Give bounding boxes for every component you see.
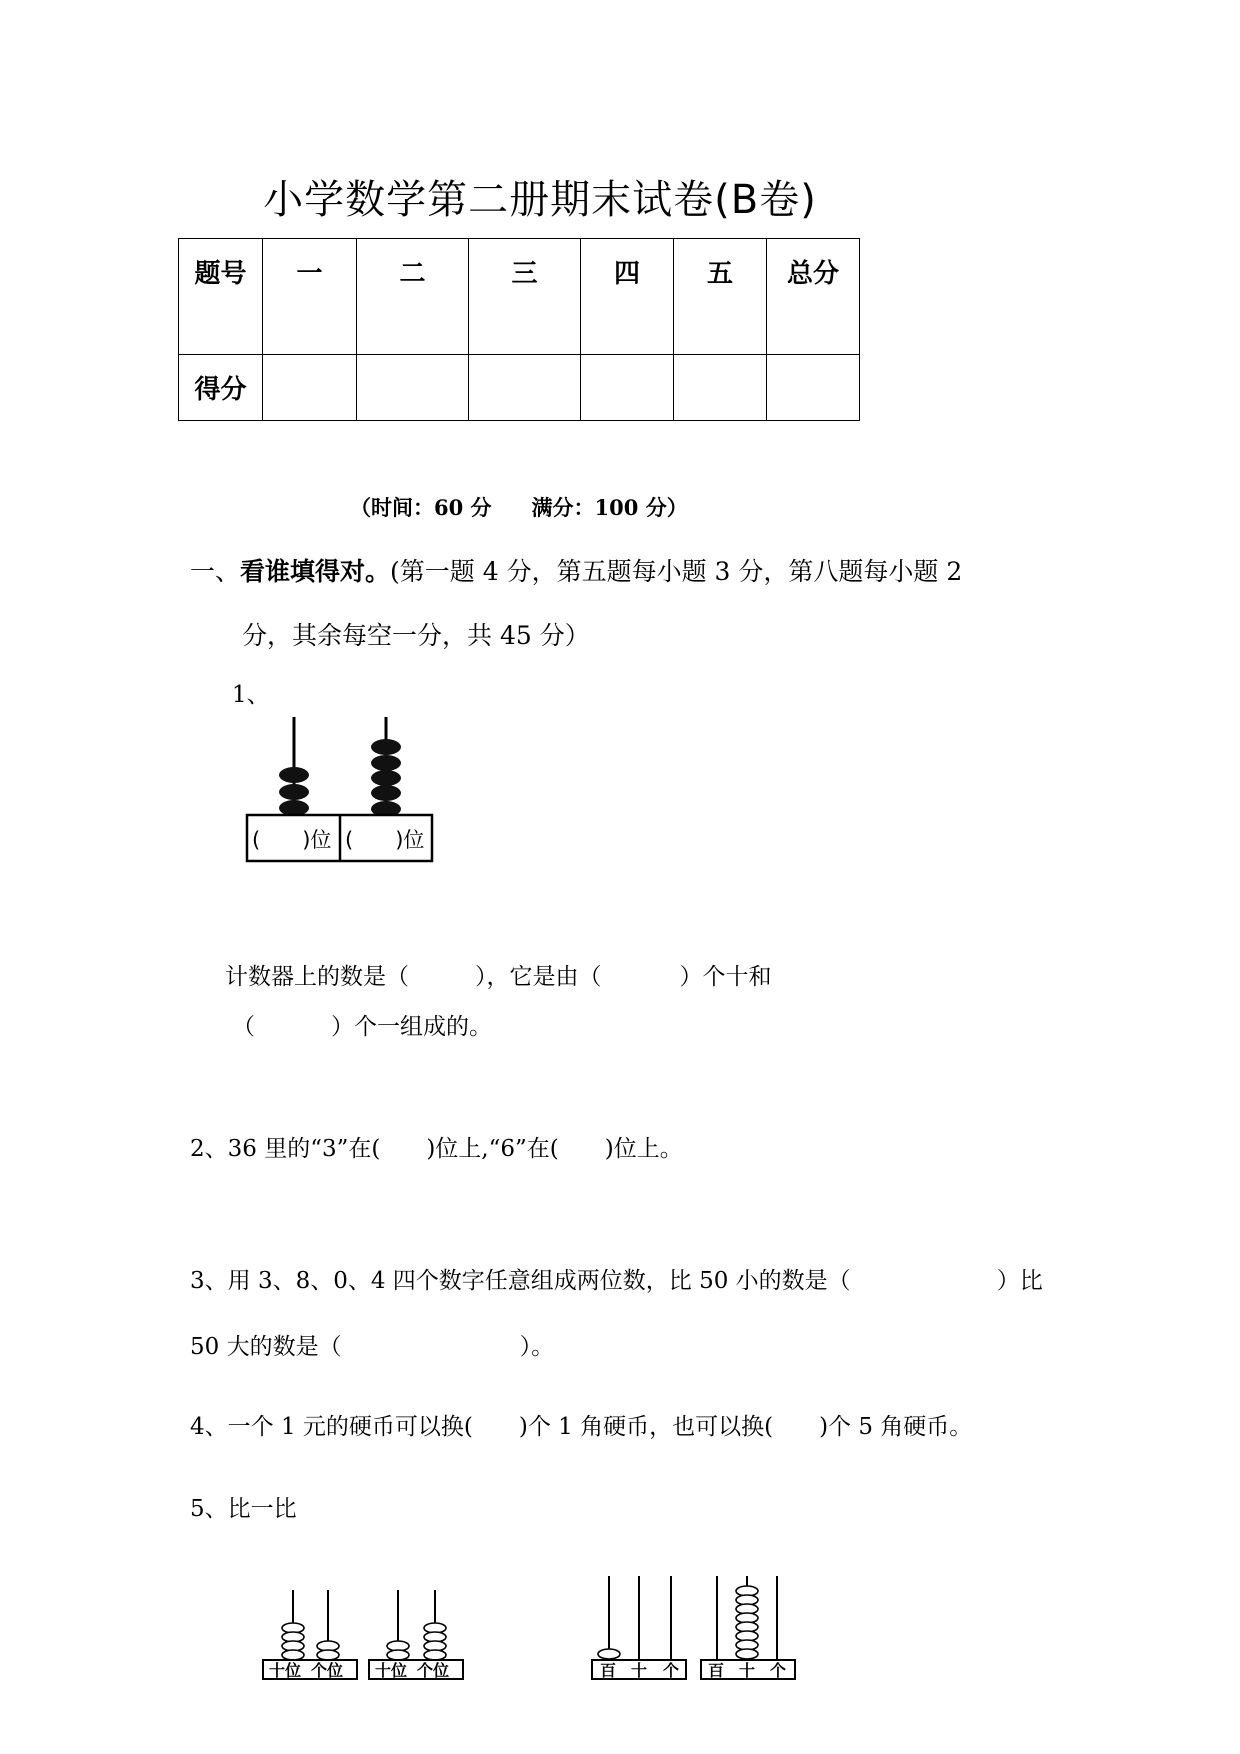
page-title: 小学数学第二册期末试卷(B卷) — [263, 177, 817, 223]
q5-abacus-1 — [263, 1590, 357, 1680]
q1-text: （ — [232, 1014, 255, 1040]
score-label-cell: 得分 — [179, 355, 263, 421]
full-score: 满分：100 分） — [531, 495, 688, 520]
q1-text: 计数器上的数是（ — [225, 964, 409, 990]
score-input-cell[interactable] — [674, 355, 767, 421]
abacus-label-right: ( )位 — [345, 828, 425, 852]
q3-line2 — [190, 1328, 554, 1361]
score-header-cell: 三 — [469, 239, 581, 355]
label-one: 个 — [663, 1661, 680, 1680]
section1-instructions-cont: 分，其余每空一分，共 45 分） — [242, 621, 590, 650]
time-info — [350, 492, 728, 522]
q1-line2 — [232, 1008, 492, 1041]
q4-text: 4、一个 1 元的硬币可以换( )个 1 角硬币，也可以换( )个 5 角硬币。 — [190, 1414, 973, 1440]
section1-heading — [190, 540, 1070, 668]
q1-text: ）个十和 — [679, 964, 772, 990]
label-ten: 十 — [631, 1661, 648, 1680]
score-input-cell[interactable] — [469, 355, 581, 421]
q3-text: ）。 — [519, 1334, 555, 1360]
q5-abacus-2 — [369, 1590, 463, 1680]
label-tens: 十位 — [269, 1661, 302, 1680]
abacus-tens-beads — [279, 767, 309, 816]
section1-instructions: (第一题 4 分，第五题每小题 3 分，第八题每小题 2 — [390, 557, 963, 586]
q5-text: 5、比一比 — [190, 1496, 297, 1522]
score-header-cell: 二 — [357, 239, 469, 355]
time-limit: （时间：60 分 — [350, 495, 492, 520]
q3-text: 50 大的数是（ — [190, 1334, 342, 1360]
q1-text: ），它是由（ — [475, 964, 602, 990]
q2-text: 2、36 里的“3”在( )位上,“6”在( )位上。 — [190, 1136, 683, 1162]
q1-abacus — [244, 715, 444, 865]
q1-number: 1、 — [232, 682, 270, 708]
score-input-cell[interactable] — [357, 355, 469, 421]
label-hundreds: 百 — [708, 1661, 725, 1680]
score-header-cell: 五 — [674, 239, 767, 355]
label-ones: 个位 — [311, 1661, 344, 1680]
label-ten: 十 — [739, 1661, 756, 1680]
abacus-ones-beads — [371, 739, 401, 817]
section1-title: 看谁填得对。 — [240, 557, 391, 586]
q3-line1 — [190, 1262, 1060, 1295]
score-table — [178, 238, 860, 421]
q3-text: ）比 — [996, 1268, 1043, 1294]
q1-text: ）个一组成的。 — [331, 1014, 492, 1040]
label-ones: 个位 — [417, 1661, 450, 1680]
score-input-cell[interactable] — [263, 355, 357, 421]
score-header-cell: 题号 — [179, 239, 263, 355]
label-one: 个 — [770, 1661, 787, 1680]
label-tens: 十位 — [375, 1661, 408, 1680]
abacus-label-left: ( )位 — [252, 828, 332, 852]
q5-abacus-group — [255, 1570, 815, 1680]
score-header-cell: 四 — [581, 239, 674, 355]
q1-line1 — [225, 958, 772, 991]
q5-abacus-3 — [592, 1576, 686, 1680]
section1-number: 一、 — [190, 557, 241, 586]
label-hundreds: 百 — [600, 1661, 617, 1680]
score-header-cell: 总分 — [767, 239, 860, 355]
score-input-cell[interactable] — [767, 355, 860, 421]
score-input-cell[interactable] — [581, 355, 674, 421]
q3-text: 3、用 3、8、0、4 四个数字任意组成两位数，比 50 小的数是（ — [190, 1268, 851, 1294]
q5-abacus-4 — [701, 1576, 795, 1680]
score-header-cell: 一 — [263, 239, 357, 355]
